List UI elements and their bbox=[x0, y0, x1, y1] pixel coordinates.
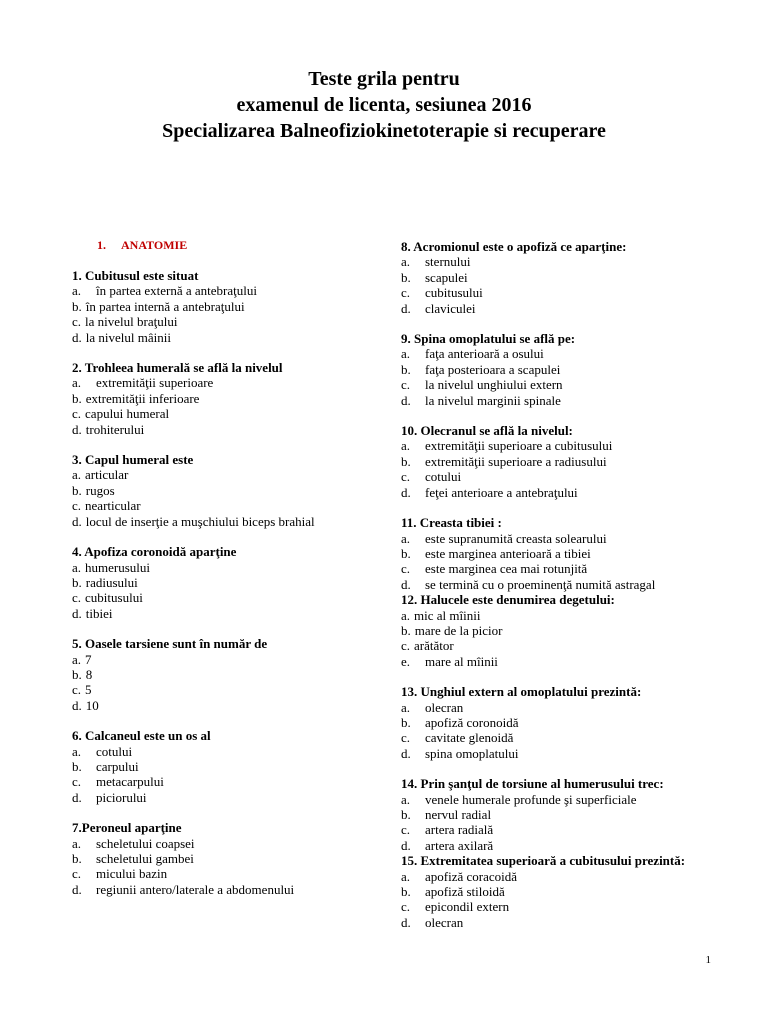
answer-option bbox=[72, 606, 372, 621]
option-letter: d. bbox=[401, 745, 411, 761]
option-letter: a. bbox=[401, 607, 411, 623]
question-spacer bbox=[401, 316, 731, 331]
answer-option bbox=[401, 362, 731, 377]
option-text: 7 bbox=[85, 651, 92, 667]
answer-option bbox=[401, 301, 731, 316]
question-spacer bbox=[72, 345, 372, 360]
answer-option bbox=[72, 744, 372, 759]
answer-option bbox=[72, 514, 372, 529]
question-block bbox=[401, 853, 731, 930]
option-letter: a. bbox=[72, 743, 82, 759]
answer-option bbox=[401, 608, 731, 623]
answer-option bbox=[72, 375, 372, 390]
option-letter: c. bbox=[401, 822, 411, 838]
option-text: în partea internă a antebraţului bbox=[85, 298, 245, 314]
answer-option bbox=[401, 438, 731, 453]
question-title: 6. Calcaneul este un os al bbox=[72, 728, 211, 744]
option-text: apofiză coronoidă bbox=[425, 714, 519, 730]
question-spacer bbox=[401, 408, 731, 423]
option-letter: c. bbox=[72, 590, 82, 606]
option-letter: c. bbox=[401, 638, 411, 654]
option-text: tibiei bbox=[85, 605, 113, 621]
question-title: 2. Trohleea humerală se află la nivelul bbox=[72, 360, 283, 376]
option-letter: a. bbox=[72, 283, 82, 299]
answer-option bbox=[72, 759, 372, 774]
option-text: nearticular bbox=[85, 498, 141, 514]
question-block bbox=[401, 515, 731, 592]
question-title: 11. Creasta tibiei : bbox=[401, 515, 502, 531]
option-letter: b. bbox=[401, 453, 411, 469]
question-block bbox=[72, 728, 372, 805]
question-spacer bbox=[72, 805, 372, 820]
answer-option bbox=[72, 391, 372, 406]
question-title: 7.Peroneul aparţine bbox=[72, 820, 182, 836]
section-number: 1. bbox=[97, 238, 106, 252]
option-text: epicondil extern bbox=[425, 899, 510, 915]
answer-option bbox=[401, 546, 731, 561]
option-text: extremităţii superioare bbox=[96, 375, 214, 391]
title-line-2: examenul de licenta, sesiunea 2016 bbox=[236, 94, 532, 116]
option-text: mic al mîinii bbox=[414, 607, 481, 623]
answer-option bbox=[72, 314, 372, 329]
option-text: apofiză stiloidă bbox=[425, 884, 505, 900]
question-block bbox=[401, 684, 731, 761]
answer-option bbox=[72, 652, 372, 667]
option-text: olecran bbox=[425, 699, 464, 715]
option-text: carpului bbox=[96, 758, 139, 774]
option-text: cotului bbox=[425, 469, 462, 485]
option-letter: b. bbox=[401, 622, 411, 638]
answer-option bbox=[401, 485, 731, 500]
option-letter: b. bbox=[401, 714, 411, 730]
option-text: este supranumită creasta solearului bbox=[425, 530, 607, 546]
answer-option bbox=[401, 393, 731, 408]
question-spacer bbox=[401, 669, 731, 684]
answer-option bbox=[72, 406, 372, 421]
option-text: 5 bbox=[85, 682, 92, 698]
question-title: 9. Spina omoplatului se află pe: bbox=[401, 331, 576, 347]
option-letter: c. bbox=[72, 682, 82, 698]
option-letter: a. bbox=[401, 868, 411, 884]
answer-option bbox=[401, 869, 731, 884]
question-block bbox=[401, 239, 731, 316]
question-spacer bbox=[401, 500, 731, 515]
answer-option bbox=[72, 590, 372, 605]
option-text: regiunii antero/laterale a abdomenului bbox=[96, 881, 295, 897]
answer-option bbox=[72, 667, 372, 682]
title-line-1: Teste grila pentru bbox=[308, 68, 460, 90]
option-text: extremităţii superioare a radiusului bbox=[425, 453, 607, 469]
question-title: 4. Apofiza coronoidă aparţine bbox=[72, 544, 237, 560]
option-text: faţa posterioara a scapulei bbox=[425, 361, 561, 377]
question-block bbox=[72, 636, 372, 713]
option-letter: a. bbox=[401, 530, 411, 546]
option-text: articular bbox=[85, 467, 129, 483]
answer-option bbox=[72, 882, 372, 897]
question-block bbox=[72, 360, 372, 437]
answer-option bbox=[72, 483, 372, 498]
answer-option bbox=[401, 807, 731, 822]
question-block bbox=[72, 268, 372, 345]
option-letter: d. bbox=[401, 484, 411, 500]
answer-option bbox=[72, 774, 372, 789]
option-letter: c. bbox=[72, 774, 82, 790]
option-letter: b. bbox=[72, 758, 82, 774]
question-title: 14. Prin şanţul de torsiune al humerusului trec: bbox=[401, 776, 664, 792]
option-text: la nivelul marginii spinale bbox=[425, 392, 561, 408]
question-spacer bbox=[401, 761, 731, 776]
option-letter: d. bbox=[72, 605, 82, 621]
answer-option bbox=[401, 623, 731, 638]
answer-option bbox=[401, 285, 731, 300]
question-title: 15. Extremitatea superioară a cubitusului prezintă: bbox=[401, 853, 686, 869]
option-text: mare al mîinii bbox=[425, 653, 498, 669]
section-heading bbox=[97, 238, 187, 253]
question-title: 3. Capul humeral este bbox=[72, 452, 194, 468]
option-letter: d. bbox=[72, 421, 82, 437]
answer-option bbox=[72, 299, 372, 314]
answer-option bbox=[401, 561, 731, 576]
answer-option bbox=[401, 792, 731, 807]
option-text: cubitusului bbox=[85, 590, 143, 606]
option-letter: a. bbox=[401, 699, 411, 715]
answer-option bbox=[401, 531, 731, 546]
option-letter: d. bbox=[401, 576, 411, 592]
option-letter: a. bbox=[72, 651, 82, 667]
option-letter: c. bbox=[401, 899, 411, 915]
option-text: mare de la picior bbox=[414, 622, 503, 638]
answer-option bbox=[401, 838, 731, 853]
document-title bbox=[0, 66, 768, 144]
answer-option bbox=[72, 498, 372, 513]
answer-option bbox=[72, 790, 372, 805]
option-text: cavitate glenoidă bbox=[425, 730, 514, 746]
option-text: este marginea cea mai rotunjită bbox=[425, 561, 588, 577]
option-letter: a. bbox=[401, 254, 411, 270]
option-letter: a. bbox=[72, 467, 82, 483]
option-letter: a. bbox=[72, 375, 82, 391]
option-text: scheletului gambei bbox=[96, 851, 194, 866]
option-letter: b. bbox=[401, 361, 411, 377]
option-letter: a. bbox=[401, 791, 411, 807]
answer-option bbox=[72, 283, 372, 298]
answer-option bbox=[401, 346, 731, 361]
option-letter: b. bbox=[72, 298, 82, 314]
option-letter: d. bbox=[72, 513, 82, 529]
option-text: se termină cu o proeminenţă numită astragal bbox=[425, 576, 656, 592]
question-block bbox=[401, 776, 731, 853]
option-letter: b. bbox=[72, 574, 82, 590]
option-text: 10 bbox=[85, 697, 99, 713]
answer-option bbox=[401, 270, 731, 285]
option-letter: b. bbox=[401, 884, 411, 900]
question-title: 10. Olecranul se află la nivelul: bbox=[401, 423, 573, 439]
option-text: scapulei bbox=[425, 269, 468, 285]
answer-option bbox=[72, 560, 372, 575]
question-title: 1. Cubitusul este situat bbox=[72, 268, 199, 283]
option-letter: d. bbox=[72, 697, 82, 713]
answer-option bbox=[401, 715, 731, 730]
option-text: radiusului bbox=[85, 574, 138, 590]
option-letter: b. bbox=[401, 807, 411, 822]
question-title: 5. Oasele tarsiene sunt în număr de bbox=[72, 636, 268, 652]
answer-option bbox=[401, 469, 731, 484]
right-column bbox=[401, 239, 731, 930]
question-block bbox=[401, 331, 731, 408]
option-text: extremităţii inferioare bbox=[85, 390, 200, 406]
option-text: faţa anterioară a osului bbox=[425, 346, 544, 362]
option-text: la nivelul unghiului extern bbox=[425, 377, 563, 393]
option-text: spina omoplatului bbox=[425, 745, 519, 761]
answer-option bbox=[72, 422, 372, 437]
option-text: la nivelul braţului bbox=[85, 314, 178, 330]
option-text: rugos bbox=[85, 482, 115, 498]
option-text: locul de inserţie a muşchiului biceps brahial bbox=[85, 513, 315, 529]
option-text: olecran bbox=[425, 914, 464, 930]
option-letter: a. bbox=[72, 559, 82, 575]
question-block bbox=[72, 820, 372, 897]
answer-option bbox=[401, 654, 731, 669]
option-text: sternului bbox=[425, 254, 471, 270]
option-letter: c. bbox=[401, 285, 411, 301]
title-line-3: Specializarea Balneofiziokinetoterapie si recuperare bbox=[162, 120, 606, 142]
option-letter: d. bbox=[72, 789, 82, 805]
answer-option bbox=[401, 730, 731, 745]
question-block bbox=[401, 423, 731, 500]
answer-option bbox=[401, 638, 731, 653]
question-spacer bbox=[72, 529, 372, 544]
answer-option bbox=[72, 836, 372, 851]
option-text: scheletului coapsei bbox=[96, 835, 195, 851]
option-letter: e. bbox=[401, 653, 411, 669]
answer-option bbox=[401, 884, 731, 899]
question-title: 13. Unghiul extern al omoplatului prezintă: bbox=[401, 684, 642, 700]
option-letter: c. bbox=[401, 730, 411, 746]
question-spacer bbox=[72, 621, 372, 636]
option-letter: b. bbox=[401, 269, 411, 285]
answer-option bbox=[401, 746, 731, 761]
option-letter: b. bbox=[72, 666, 82, 682]
answer-option bbox=[72, 698, 372, 713]
option-letter: d. bbox=[401, 300, 411, 316]
option-letter: c. bbox=[72, 314, 82, 330]
option-text: 8 bbox=[85, 666, 93, 682]
option-letter: b. bbox=[401, 545, 411, 561]
question-block bbox=[72, 544, 372, 621]
answer-option bbox=[401, 899, 731, 914]
option-text: cotului bbox=[96, 743, 133, 759]
question-block bbox=[401, 592, 731, 669]
option-text: artera axilară bbox=[425, 837, 494, 853]
answer-option bbox=[401, 454, 731, 469]
option-text: la nivelul mâinii bbox=[85, 329, 171, 345]
option-text: humerusului bbox=[85, 559, 151, 575]
answer-option bbox=[72, 866, 372, 881]
question-spacer bbox=[72, 437, 372, 452]
option-letter: d. bbox=[72, 881, 82, 897]
option-letter: a. bbox=[72, 835, 82, 851]
option-text: piciorului bbox=[96, 789, 147, 805]
option-text: cubitusului bbox=[425, 285, 483, 301]
option-letter: a. bbox=[401, 438, 411, 454]
option-text: extremităţii superioare a cubitusului bbox=[425, 438, 613, 454]
option-letter: a. bbox=[401, 346, 411, 362]
answer-option bbox=[72, 330, 372, 345]
option-letter: c. bbox=[401, 377, 411, 393]
option-text: arătător bbox=[414, 638, 454, 654]
option-text: nervul radial bbox=[425, 807, 492, 822]
option-text: metacarpului bbox=[96, 774, 164, 790]
answer-option bbox=[401, 915, 731, 930]
option-text: trohiterului bbox=[85, 421, 145, 437]
option-text: apofiză coracoidă bbox=[425, 868, 518, 884]
option-letter: c. bbox=[401, 561, 411, 577]
option-letter: c. bbox=[72, 866, 82, 882]
answer-option bbox=[72, 575, 372, 590]
option-letter: d. bbox=[401, 837, 411, 853]
answer-option bbox=[72, 682, 372, 697]
answer-option bbox=[401, 254, 731, 269]
option-letter: c. bbox=[401, 469, 411, 485]
answer-option bbox=[401, 822, 731, 837]
option-text: capului humeral bbox=[85, 406, 170, 422]
option-text: feţei anterioare a antebraţului bbox=[425, 484, 578, 500]
option-letter: d. bbox=[401, 392, 411, 408]
answer-option bbox=[72, 467, 372, 482]
option-text: în partea externă a antebraţului bbox=[96, 283, 257, 299]
option-text: claviculei bbox=[425, 300, 476, 316]
option-letter: b. bbox=[72, 390, 82, 406]
option-letter: c. bbox=[72, 406, 82, 422]
answer-option bbox=[401, 377, 731, 392]
option-text: artera radială bbox=[425, 822, 494, 838]
section-name: ANATOMIE bbox=[121, 238, 188, 252]
left-column bbox=[72, 268, 372, 897]
page-number: 1 bbox=[705, 954, 711, 966]
option-letter: b. bbox=[72, 851, 82, 866]
question-title: 8. Acromionul este o apofiză ce aparţine: bbox=[401, 239, 627, 254]
option-letter: c. bbox=[72, 498, 82, 514]
answer-option bbox=[401, 577, 731, 592]
question-block bbox=[72, 452, 372, 529]
option-text: este marginea anterioară a tibiei bbox=[425, 545, 591, 561]
answer-option bbox=[72, 851, 372, 866]
option-letter: d. bbox=[401, 914, 411, 930]
question-spacer bbox=[72, 713, 372, 728]
answer-option bbox=[401, 700, 731, 715]
option-text: venele humerale profunde şi superficiale bbox=[425, 791, 637, 807]
option-text: micului bazin bbox=[96, 866, 168, 882]
option-letter: d. bbox=[72, 329, 82, 345]
option-letter: b. bbox=[72, 482, 82, 498]
question-title: 12. Halucele este denumirea degetului: bbox=[401, 592, 615, 608]
